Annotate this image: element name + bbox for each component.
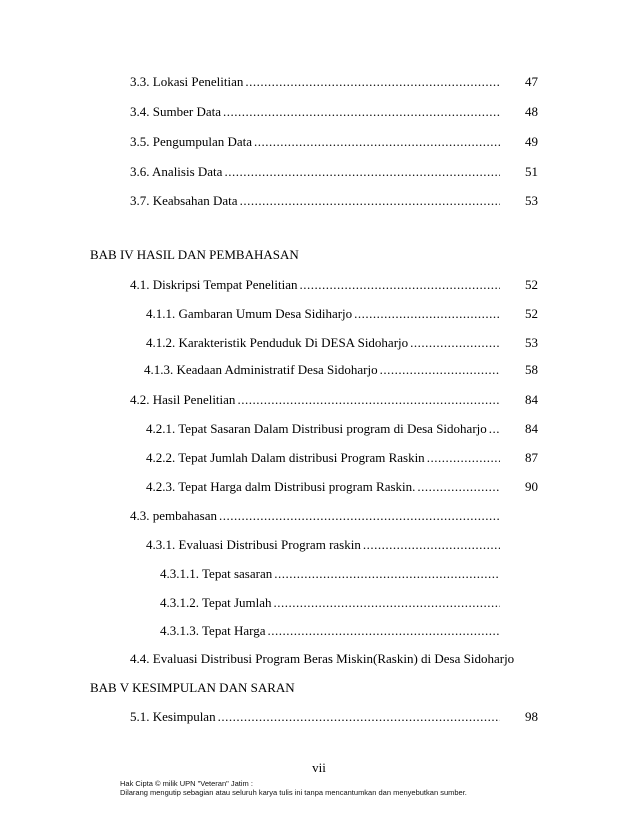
- leader-dots: [245, 73, 500, 91]
- toc-entry-4-4[interactable]: 4.4. Evaluasi Distribusi Program Beras Miskin(Raskin) di Desa Sidoharjo: [130, 651, 515, 666]
- page-folio: vii: [312, 760, 326, 775]
- toc-entry-label: 4.2.3. Tepat Harga dalm Distribusi program Raskin.: [146, 479, 416, 494]
- leader-dots: [223, 103, 500, 121]
- copyright-notice: Dilarang mengutip sebagian atau seluruh karya tulis ini tanpa mencantumkan dan menyebutkan sumber.: [120, 788, 467, 797]
- leader-dots: [267, 622, 500, 640]
- toc-entry-label: 4.2.1. Tepat Sasaran Dalam Distribusi program di Desa Sidoharjo: [146, 421, 487, 436]
- toc-page-number: 52: [525, 277, 538, 292]
- leader-dots: [410, 334, 500, 352]
- toc-entry-label: 5.1. Kesimpulan: [130, 709, 216, 724]
- toc-entry-label: 4.3.1.3. Tepat Harga: [160, 623, 266, 638]
- toc-entry-label: 4.2. Hasil Penelitian: [130, 392, 236, 407]
- toc-entry-3-6[interactable]: [130, 163, 502, 181]
- toc-page-number: 53: [525, 193, 538, 208]
- toc-entry-4-1-3[interactable]: [144, 361, 502, 379]
- toc-entry-3-4[interactable]: [130, 103, 502, 121]
- toc-entry-4-2[interactable]: [130, 391, 502, 409]
- toc-entry-4-2-2[interactable]: [146, 449, 502, 467]
- toc-entry-label: 4.3. pembahasan: [130, 508, 218, 523]
- toc-entry-4-1-2[interactable]: [146, 334, 502, 352]
- toc-entry-label: 4.2.2. Tepat Jumlah Dalam distribusi Program Raskin: [146, 450, 425, 465]
- toc-entry-label: 4.1.3. Keadaan Administratif Desa Sidoharjo: [144, 362, 378, 377]
- toc-entry-label: 4.3.1.2. Tepat Jumlah: [160, 595, 272, 610]
- leader-dots: [489, 420, 500, 438]
- leader-dots: [380, 361, 500, 379]
- toc-page-number: 98: [525, 709, 538, 724]
- toc-entry-label: 4.1.1. Gambaran Umum Desa Sidiharjo: [146, 306, 353, 321]
- toc-entry-3-3[interactable]: [130, 73, 502, 91]
- toc-entry-label: 4.1.2. Karakteristik Penduduk Di DESA Sidoharjo: [146, 335, 409, 350]
- toc-entry-4-3-1[interactable]: [146, 536, 502, 554]
- toc-entry-label: 3.3. Lokasi Penelitian: [130, 74, 244, 89]
- leader-dots: [240, 192, 500, 210]
- leader-dots: [299, 276, 500, 294]
- leader-dots: [237, 391, 500, 409]
- toc-entry-3-5[interactable]: [130, 133, 502, 151]
- toc-entry-5-1[interactable]: [130, 708, 502, 726]
- leader-dots: [254, 133, 500, 151]
- toc-entry-4-2-1[interactable]: [146, 420, 502, 438]
- toc-entry-label: 4.3.1.1. Tepat sasaran: [160, 566, 273, 581]
- toc-page-number: 90: [525, 479, 538, 494]
- leader-dots: [274, 565, 500, 583]
- toc-page-number: 49: [525, 134, 538, 149]
- copyright-footer: [120, 779, 467, 797]
- leader-dots: [218, 708, 500, 726]
- toc-entry-label: 4.3.1. Evaluasi Distribusi Program raskin: [146, 537, 361, 552]
- toc-entry-label: 3.6. Analisis Data: [130, 164, 223, 179]
- leader-dots: [427, 449, 500, 467]
- toc-page-number: 84: [525, 421, 538, 436]
- toc-entry-4-1-1[interactable]: [146, 305, 502, 323]
- toc-entry-4-3-1-2[interactable]: [160, 594, 502, 612]
- toc-entry-label: 4.1. Diskripsi Tempat Penelitian: [130, 277, 298, 292]
- toc-entry-4-1[interactable]: [130, 276, 502, 294]
- leader-dots: [363, 536, 500, 554]
- toc-page-number: 47: [525, 74, 538, 89]
- toc-entry-4-3-1-1[interactable]: [160, 565, 502, 583]
- toc-page-number: 53: [525, 335, 538, 350]
- toc-entry-4-3-1-3[interactable]: [160, 622, 502, 640]
- toc-entry-label: 3.5. Pengumpulan Data: [130, 134, 253, 149]
- chapter-heading-bab-iv[interactable]: BAB IV HASIL DAN PEMBAHASAN: [90, 247, 299, 262]
- leader-dots: [274, 594, 500, 612]
- copyright-line: Hak Cipta © milik UPN "Veteran" Jatim :: [120, 779, 253, 788]
- toc-page-number: 87: [525, 450, 538, 465]
- toc-entry-4-2-3[interactable]: [146, 478, 502, 496]
- toc-page-number: 58: [525, 362, 538, 377]
- leader-dots: [354, 305, 500, 323]
- leader-dots: [224, 163, 500, 181]
- toc-page-number: 48: [525, 104, 538, 119]
- chapter-heading-bab-v[interactable]: BAB V KESIMPULAN DAN SARAN: [90, 680, 295, 695]
- toc-page-number: 51: [525, 164, 538, 179]
- leader-dots: [219, 507, 500, 525]
- leader-dots: [417, 478, 500, 496]
- toc-entry-label: 3.4. Sumber Data: [130, 104, 221, 119]
- toc-entry-3-7[interactable]: [130, 192, 502, 210]
- toc-page-number: 84: [525, 392, 538, 407]
- toc-page-number: 52: [525, 306, 538, 321]
- toc-entry-4-3[interactable]: [130, 507, 502, 525]
- toc-entry-label: 3.7. Keabsahan Data: [130, 193, 238, 208]
